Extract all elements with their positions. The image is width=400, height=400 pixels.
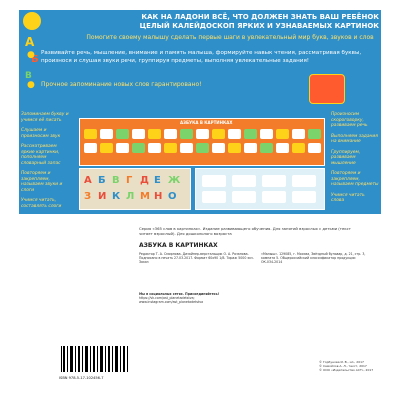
poster-cell [148,143,161,153]
poster-cell [276,143,289,153]
svg-text:В: В [25,71,32,81]
svg-text:Г: Г [126,175,133,186]
poster-cell [164,129,177,139]
right-note: Учимся читать слова [331,192,365,203]
poster-cell [292,143,305,153]
right-note: Группируем, развиваем мышление [331,149,361,166]
picture-card [262,191,286,203]
left-note: Учимся читать, составлять слоги [21,198,62,209]
svg-text:З: З [84,191,92,202]
poster-title: АЗБУКА В КАРТИНКАХ [180,120,233,125]
book-back-cover [19,10,381,390]
poster-cell [260,129,273,139]
poster-cell [212,143,225,153]
svg-text:И: И [98,191,107,202]
svg-text:К: К [112,191,121,202]
letters-grid [80,169,188,207]
intro-text: Помогите своему малышу сделать первые шаги в увлекательный мир букв, звуков и слов [86,34,374,41]
svg-text:В: В [112,175,120,186]
poster-preview-letters [79,168,191,210]
svg-text:М: М [140,191,150,202]
letter-icons [23,14,47,84]
left-note: Повторяем и закрепляем, называем звуки и слоги [21,171,63,193]
poster-cell [260,143,273,153]
svg-text:Б: Б [98,175,106,186]
poster-cell [244,129,257,139]
social-block [139,292,259,305]
poster-preview-pictures [195,168,325,210]
poster-cell [276,129,289,139]
svg-text:Ж: Ж [168,175,181,186]
social-links: https://vk.com/ast_planetadetstva; www.instagram.com/ast_planetadetstva [139,296,204,305]
picture-card [292,175,316,187]
picture-card [262,175,286,187]
picture-card [232,175,256,187]
headline-line-1: КАК НА ЛАДОНИ ВСЁ, ЧТО ДОЛЖЕН ЗНАТЬ ВАШ РЕБЁНОК [141,13,379,21]
left-notes [21,112,69,214]
poster-cell [116,143,129,153]
poster-cell [244,143,257,153]
bullet-icon: ● [27,50,35,60]
poster-cell [132,129,145,139]
poster-cell [212,129,225,139]
sticker-badge [309,74,345,104]
poster-cell [116,129,129,139]
body-highlight: Прочное запоминание новых слов гарантировано! [41,81,202,88]
right-notes [331,112,379,209]
poster-cell [100,143,113,153]
headline-line-2: ЦЕЛЫЙ КАЛЕЙДОСКОП ЯРКИХ И УЗНАВАЕМЫХ КАРТИНОК [139,22,379,30]
poster-cell [308,129,321,139]
poster-cell [292,129,305,139]
poster-cell [196,143,209,153]
poster-cell [148,129,161,139]
poster-cell [84,143,97,153]
picture-card [202,191,226,203]
picture-card [232,191,256,203]
right-note: Повторяем и закрепляем, называем предметы [331,171,379,187]
svg-text:А: А [84,175,92,186]
book-title: АЗБУКА В КАРТИНКАХ [139,242,218,249]
svg-text:Д: Д [140,175,149,186]
poster-cell [84,129,97,139]
svg-text:Е: Е [154,175,161,186]
poster-cell [100,129,113,139]
credits: Редактор Т. А. Смирнова. Дизайнер-верстальщик О. А. Розанова. Подписано в печать 27.03.2017. Формат 60x90 1/8. Тираж 5000 экз. Заказ [139,252,254,265]
barcode-icon [59,344,131,374]
series-info: Серия «365 слов в картинках». Издание развивающего обучения. Для занятий взрослых с детьми (текст читает взрослый). Для дошкольного возраста [139,226,351,236]
left-note: Рассматриваем яркие картинки, пополняем словарный запас [21,144,61,166]
poster-preview-main [79,118,325,166]
svg-text:О: О [168,191,177,202]
social-heading: Мы в социальных сетях. Присоединяйтесь! [139,292,220,296]
right-note: Выполняем задания на внимание [331,133,378,144]
publisher-info: «Малыш». 129085, г. Москва, Звёздный бульвар, д. 21, стр. 3, комната 5. Общероссийский классификатор продукции ОК-034-2014 [261,252,366,265]
svg-text:Л: Л [126,191,135,202]
svg-text:Б: Б [31,54,39,65]
picture-card [202,175,226,187]
poster-cell [308,143,321,153]
cover-headline [87,13,379,31]
poster-cell [180,143,193,153]
svg-text:А: А [25,35,35,49]
isbn-number: ISBN 978-5-17-102456-7 [59,376,104,380]
left-note: Слушаем и произносим звук [21,128,61,139]
picture-card [292,191,316,203]
poster-cell [196,129,209,139]
poster-cell [228,129,241,139]
poster-cell [164,143,177,153]
right-note: Произносим скороговорку, развиваем речь [331,112,368,128]
poster-cell [132,143,145,153]
svg-text:Н: Н [154,191,163,202]
poster-cell [228,143,241,153]
body-paragraph: Развивайте речь, мышление, внимание и память малыша, формируйте навык чтения, рассматривая буквы, произнося и слушая звуки речи, группируя предметы, выполняя увлекательные задания! [41,50,362,64]
copyright: © Горбунова И. В., ил., 2017 © Самойлов А. Л., текст, 2017 © ООО «Издательство АСТ», 2017 [319,360,374,372]
bullet-icon-2: ● [27,80,35,90]
left-note: Запоминаем букву и учимся её писать [21,112,69,123]
poster-cell [180,129,193,139]
